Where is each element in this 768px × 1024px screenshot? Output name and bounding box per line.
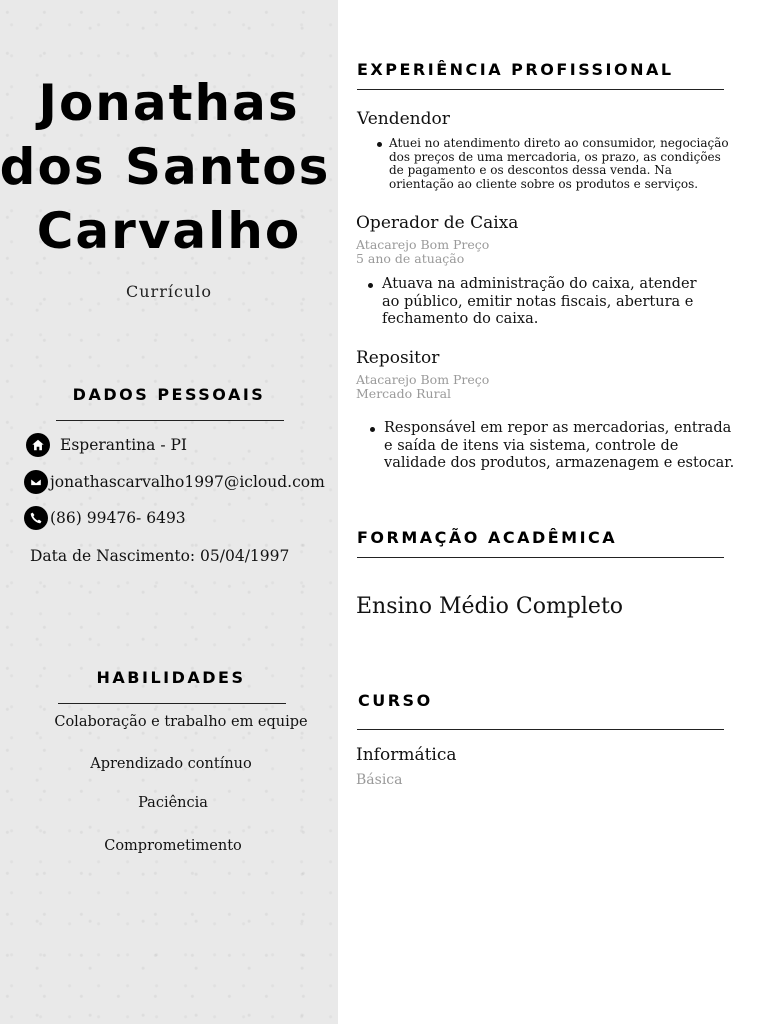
job-company-repositor: Atacarejo Bom Preço	[356, 372, 490, 387]
course-name: Informática	[356, 745, 457, 765]
name-line-2: dos Santos	[0, 138, 331, 196]
document-subtitle: Currículo	[126, 282, 212, 301]
contact-location	[26, 433, 187, 457]
skills-divider	[58, 703, 286, 704]
home-icon	[26, 433, 50, 457]
job-title-repositor: Repositor	[356, 348, 440, 368]
course-divider	[357, 729, 724, 730]
name-line-1: Jonathas	[38, 74, 300, 132]
location-text: Esperantina - PI	[60, 436, 188, 454]
birth-date: Data de Nascimento: 05/04/1997	[30, 547, 290, 565]
mail-icon	[24, 470, 48, 494]
contact-phone	[24, 506, 186, 530]
job-bullets-repositor	[368, 420, 740, 473]
left-sidebar	[0, 0, 338, 1024]
personal-data-heading: DADOS PESSOAIS	[72, 385, 266, 404]
contact-email	[24, 470, 325, 494]
job-title-vendedor: Vendendor	[357, 109, 450, 129]
course-level: Básica	[356, 772, 403, 788]
name-line-3: Carvalho	[36, 202, 302, 260]
personal-data-divider	[56, 420, 284, 421]
job-title-caixa: Operador de Caixa	[356, 213, 519, 233]
education-divider	[357, 557, 724, 558]
job-company-caixa: Atacarejo Bom Preço	[356, 237, 490, 252]
phone-text[interactable]: (86) 99476- 6493	[50, 509, 186, 527]
skill-item: Aprendizado contínuo	[90, 756, 252, 772]
skills-heading: HABILIDADES	[96, 668, 246, 687]
skill-item: Comprometimento	[104, 838, 242, 854]
experience-heading: EXPERIÊNCIA PROFISSIONAL	[357, 60, 674, 79]
email-text[interactable]: jonathascarvalho1997@icloud.com	[50, 473, 325, 491]
course-heading: CURSO	[358, 691, 433, 710]
skill-item: Paciência	[138, 795, 208, 811]
education-heading: FORMAÇÃO ACADÊMICA	[357, 528, 618, 547]
skill-item: Colaboração e trabalho em equipe	[54, 714, 308, 730]
job-bullet: Atuava na administração do caixa, atender ao público, emitir notas fiscais, abertura e fechamento do caixa.	[366, 276, 706, 329]
phone-icon	[24, 506, 48, 530]
job-bullets-caixa	[366, 276, 706, 329]
job-bullet: Responsável em repor as mercadorias, entrada e saída de itens via sistema, controle de validade dos produtos, armazenagem e estocar.	[368, 420, 740, 473]
job-company2-repositor: Mercado Rural	[356, 386, 452, 401]
experience-divider	[357, 89, 724, 90]
job-bullet: Atuei no atendimento direto ao consumidor, negociação dos preços de uma mercadoria, os prazo, as condições de pagamento e os descontos dessa venda. Na orientação ao cliente sobre os produtos e serviços.	[375, 137, 735, 191]
education-item: Ensino Médio Completo	[356, 594, 624, 619]
job-bullets-vendedor	[375, 137, 735, 191]
job-duration-caixa: 5 ano de atuação	[356, 251, 465, 266]
